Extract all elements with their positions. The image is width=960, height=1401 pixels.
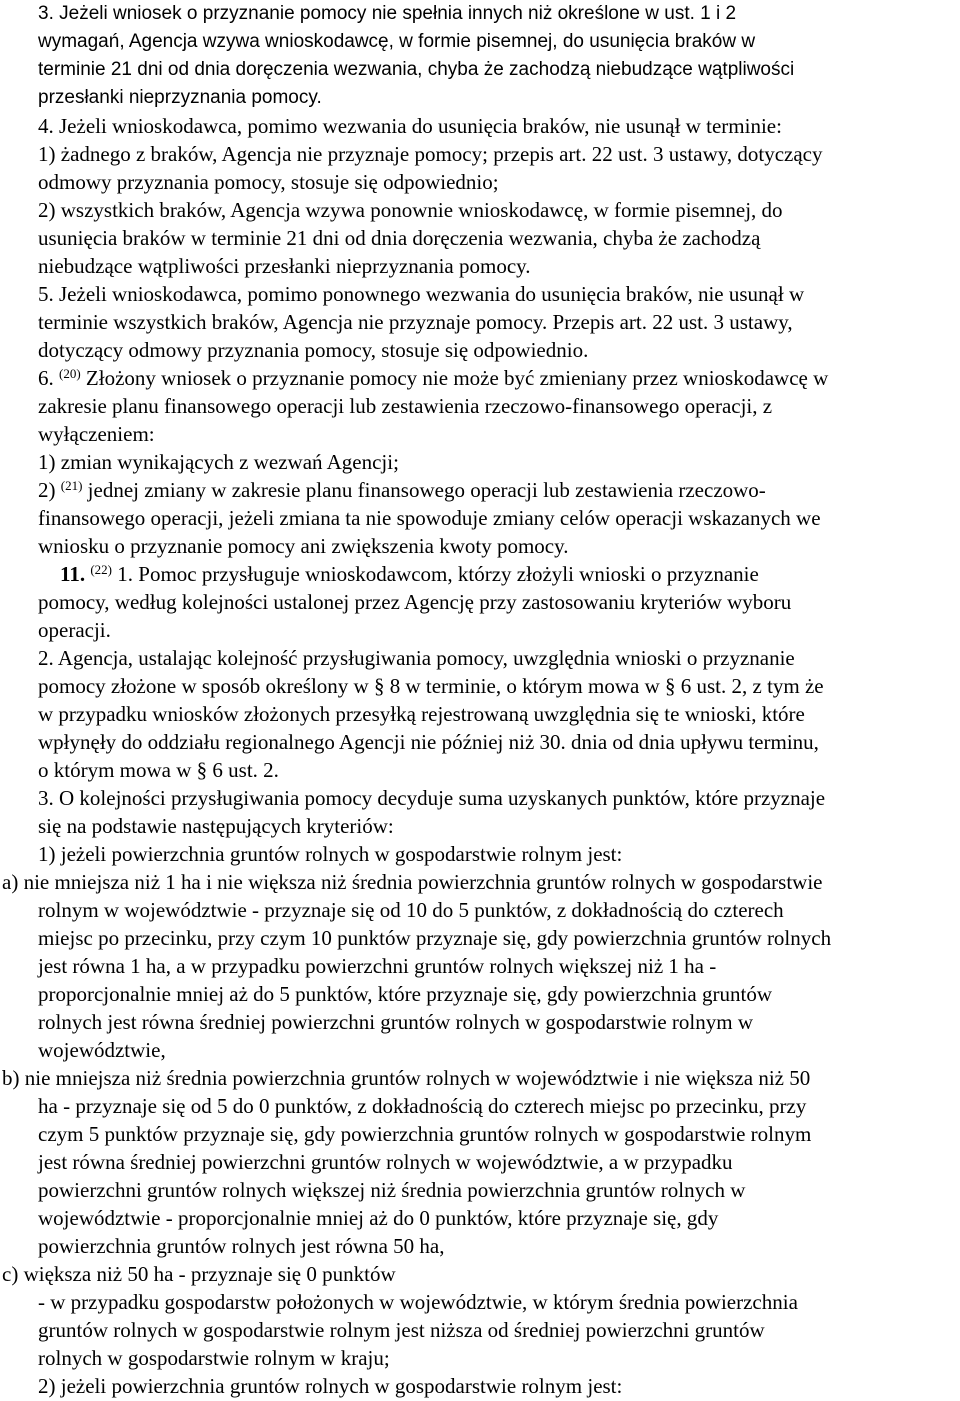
text-line: b) nie mniejsza niż średnia powierzchnia gruntów rolnych w województwie i nie większa niż 50 (2, 1066, 811, 1090)
text-line: a) nie mniejsza niż 1 ha i nie większa niż średnia powierzchnia gruntów rolnych w gospodarstwie (2, 870, 823, 894)
text-line: operacji. (38, 618, 111, 642)
text-line: pomocy złożone w sposób określony w § 8 w terminie, o którym mowa w § 6 ust. 2, z tym że (38, 674, 824, 698)
text-line (38, 364, 828, 392)
line-text: jednej zmiany w zakresie planu finansowego operacji lub zestawienia rzeczowo- (82, 478, 766, 502)
text-line: rolnym w województwie - przyznaje się od 10 do 5 punktów, z dokładnością do czterech (38, 898, 784, 922)
text-line: wymagań, Agencja wzywa wnioskodawcę, w formie pisemnej, do usunięcia braków w (38, 31, 756, 52)
line-text: 1. Pomoc przysługuje wnioskodawcom, którzy złożyli wnioski o przyznanie (112, 562, 759, 586)
text-line: zakresie planu finansowego operacji lub zestawienia rzeczowo-finansowego operacji, z (38, 394, 773, 418)
text-line: terminie 21 dni od dnia doręczenia wezwania, chyba że zachodzą niebudzące wątpliwości (38, 59, 795, 80)
text-line: powierzchni gruntów rolnych większej niż średnia powierzchnia gruntów rolnych w (38, 1178, 746, 1202)
text-line: usunięcia braków w terminie 21 dni od dnia doręczenia wezwania, chyba że zachodzą (38, 226, 761, 250)
text-line: powierzchnia gruntów rolnych jest równa 50 ha, (38, 1234, 445, 1258)
text-line: 2) jeżeli powierzchnia gruntów rolnych w gospodarstwie rolnym jest: (38, 1374, 623, 1398)
text-line: finansowego operacji, jeżeli zmiana ta nie spowoduje zmiany celów operacji wskazanych we (38, 506, 821, 530)
text-line: 2) wszystkich braków, Agencja wzywa ponownie wnioskodawcę, w formie pisemnej, do (38, 198, 783, 222)
text-line: o którym mowa w § 6 ust. 2. (38, 758, 279, 782)
text-line: 3. Jeżeli wniosek o przyznanie pomocy nie spełnia innych niż określone w ust. 1 i 2 (38, 3, 737, 24)
text-line: wpłynęły do oddziału regionalnego Agencji nie później niż 30. dnia od dnia upływu terminu, (38, 730, 819, 754)
line-text: Złożony wniosek o przyznanie pomocy nie może być zmieniany przez wnioskodawcę w (80, 366, 829, 390)
footnote-ref: (21) (60, 478, 83, 493)
text-line: gruntów rolnych w gospodarstwie rolnym jest niższa od średniej powierzchni gruntów (38, 1318, 765, 1342)
item-number: 6. (38, 366, 59, 390)
text-line: rolnych w gospodarstwie rolnym w kraju; (38, 1346, 390, 1370)
text-line: wyłączeniem: (38, 422, 155, 446)
text-line: 1) jeżeli powierzchnia gruntów rolnych w gospodarstwie rolnym jest: (38, 842, 623, 866)
text-line: pomocy, według kolejności ustalonej przez Agencję przy zastosowaniu kryteriów wyboru (38, 590, 792, 614)
text-line: 1) zmian wynikających z wezwań Agencji; (38, 450, 399, 474)
footnote-ref: (22) (90, 562, 113, 577)
text-line: 2. Agencja, ustalając kolejność przysługiwania pomocy, uwzględnia wnioski o przyznanie (38, 646, 795, 670)
text-line: jest równa 1 ha, a w przypadku powierzchni gruntów rolnych większej niż 1 ha - (38, 954, 717, 978)
text-line (38, 476, 766, 504)
text-line: proporcjonalnie mniej aż do 5 punktów, które przyznaje się, gdy powierzchnia gruntów (38, 982, 772, 1006)
text-line (60, 560, 759, 588)
text-line: województwie, (38, 1038, 166, 1062)
text-line: rolnych jest równa średniej powierzchni gruntów rolnych w gospodarstwie rolnym w (38, 1010, 754, 1034)
text-line: 3. O kolejności przysługiwania pomocy decyduje suma uzyskanych punktów, które przyznaje (38, 786, 826, 810)
item-number: 2) (38, 478, 61, 502)
text-line: przesłanki nieprzyznania pomocy. (38, 87, 322, 108)
text-line: c) większa niż 50 ha - przyznaje się 0 punktów (2, 1262, 396, 1286)
text-line: miejsc po przecinku, przy czym 10 punktów przyznaje się, gdy powierzchnia gruntów rolnych (38, 926, 832, 950)
text-line: województwie - proporcjonalnie mniej aż do 0 punktów, które przyznaje się, gdy (38, 1206, 719, 1230)
footnote-ref: (20) (59, 366, 81, 381)
paragraph-number: 11. (60, 562, 86, 586)
text-line: w przypadku wniosków złożonych przesyłką rejestrowaną uwzględnia się te wnioski, które (38, 702, 805, 726)
text-line: 5. Jeżeli wnioskodawca, pomimo ponownego wezwania do usunięcia braków, nie usunął w (38, 282, 805, 306)
text-line: wniosku o przyznanie pomocy ani zwiększenia kwoty pomocy. (38, 534, 569, 558)
text-line: odmowy przyznania pomocy, stosuje się odpowiednio; (38, 170, 499, 194)
text-line: 4. Jeżeli wnioskodawca, pomimo wezwania do usunięcia braków, nie usunął w terminie: (38, 114, 782, 138)
text-line: niebudzące wątpliwości przesłanki nieprzyznania pomocy. (38, 254, 531, 278)
text-line: jest równa średniej powierzchni gruntów rolnych w województwie, a w przypadku (38, 1150, 733, 1174)
text-line: - w przypadku gospodarstw położonych w województwie, w którym średnia powierzchnia (38, 1290, 798, 1314)
text-line: się na podstawie następujących kryteriów: (38, 814, 394, 838)
text-line: 1) żadnego z braków, Agencja nie przyznaje pomocy; przepis art. 22 ust. 3 ustawy, dotyczący (38, 142, 823, 166)
text-line: czym 5 punktów przyznaje się, gdy powierzchnia gruntów rolnych w gospodarstwie rolnym (38, 1122, 812, 1146)
text-line: terminie wszystkich braków, Agencja nie przyznaje pomocy. Przepis art. 22 ust. 3 ustawy, (38, 310, 793, 334)
text-line: ha - przyznaje się od 5 do 0 punktów, z dokładnością do czterech miejsc po przecinku, przy (38, 1094, 807, 1118)
text-line: dotyczący odmowy przyznania pomocy, stosuje się odpowiednio. (38, 338, 589, 362)
